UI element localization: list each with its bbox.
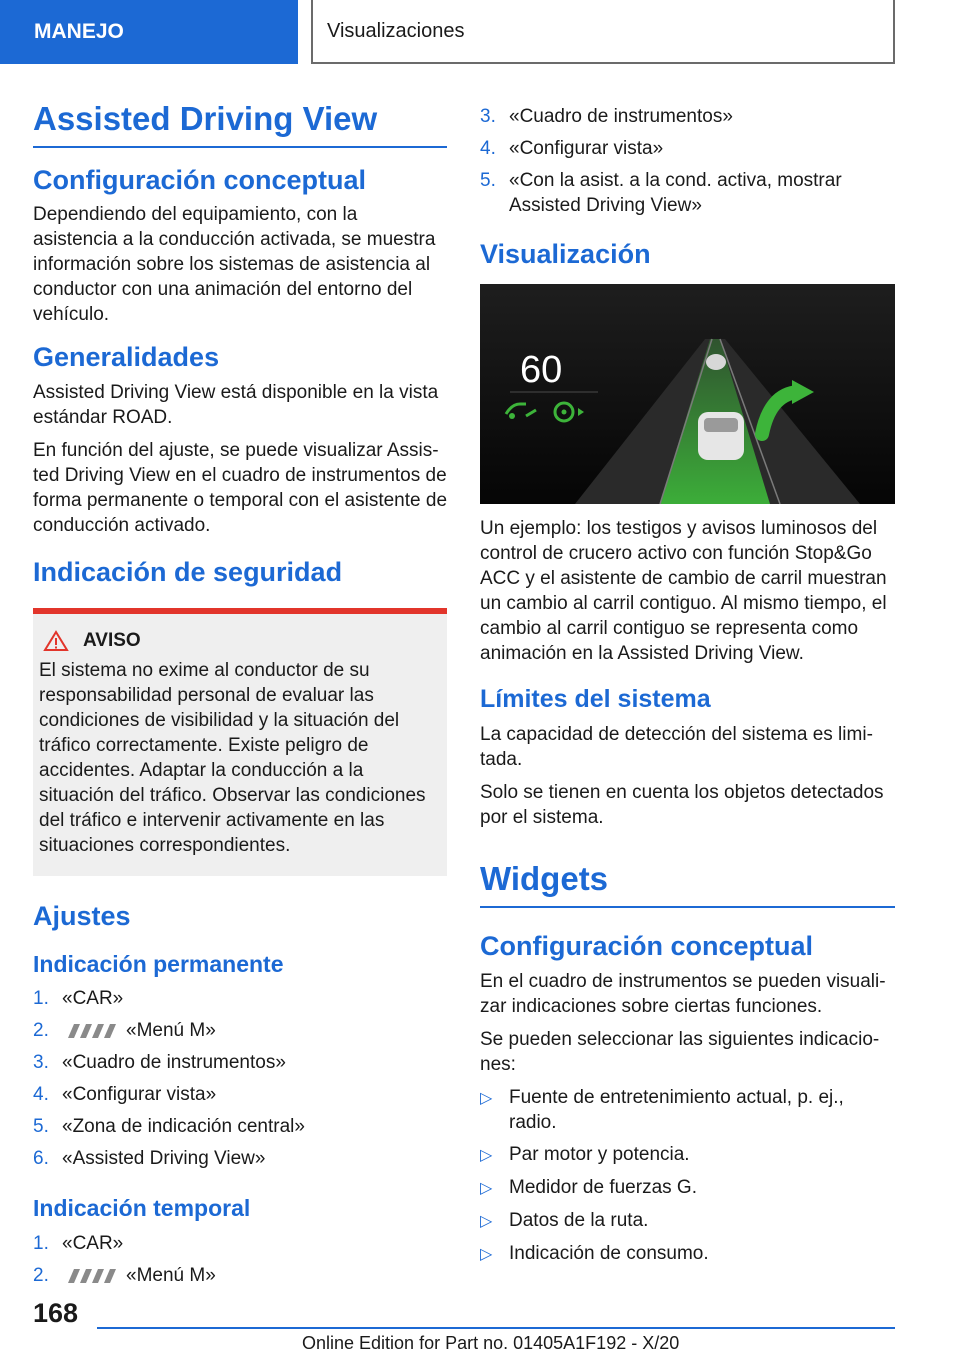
general-text-2: En función del ajuste, se puede visualizar Assisted Driving View en el cuadro de instrumentos de forma permanente o temporal con el asistente de conducción activado. — [33, 439, 448, 536]
step-number: 4. — [480, 138, 496, 159]
list-item — [33, 1114, 447, 1139]
list-text: Fuente de entretenimiento actual, p. ej., radio. — [509, 1086, 844, 1133]
m-menu-icon — [62, 1023, 118, 1039]
step-number: 2. — [33, 1020, 49, 1042]
permanent-steps — [33, 986, 447, 1171]
list-text: Datos de la ruta. — [509, 1209, 649, 1231]
footer-edition: Online Edition for Part no. 01405A1F192 - X/20 — [302, 1333, 680, 1353]
temporary-steps — [33, 1231, 447, 1288]
step-number: 3. — [33, 1052, 49, 1074]
list-item — [480, 168, 895, 218]
list-item — [33, 986, 447, 1011]
step-number: 6. — [33, 1148, 49, 1170]
permanent-heading: Indicación permanente — [33, 950, 284, 977]
temporary-heading: Indicación temporal — [33, 1195, 251, 1222]
list-item — [33, 1018, 447, 1043]
step-text: «Assisted Driving View» — [62, 1148, 266, 1170]
list-item — [33, 1050, 447, 1075]
step-text: «Menú M» — [126, 1020, 216, 1042]
road-illustration — [480, 284, 895, 504]
general-heading: Generalidades — [33, 342, 220, 373]
limits-heading: Límites del sistema — [480, 685, 711, 714]
bullet: ▷ — [480, 1212, 493, 1230]
list-item — [480, 136, 895, 161]
widgets-title: Widgets — [480, 860, 895, 908]
step-text: «Con la asist. a la cond. activa, mostrar Assisted Driving View» — [509, 170, 842, 216]
assisted-driving-figure — [480, 284, 895, 504]
list-item — [33, 1146, 447, 1171]
concept-text: Dependiendo del equipamiento, con la asistencia a la conducción activada, se muestra información sobre los sistemas de asistencia al conductor con una animación del entorno del vehículo. — [33, 204, 436, 326]
widgets-text-1: En el cuadro de instrumentos se pueden visualizar indicaciones sobre ciertas funciones. — [480, 970, 886, 1017]
limits-text-1: La capacidad de detección del sistema es limitada. — [480, 724, 873, 771]
widgets-concept-heading: Configuración conceptual — [480, 931, 814, 962]
safety-heading: Indicación de seguridad — [33, 556, 343, 587]
list-item — [33, 1231, 447, 1256]
list-text: Indicación de consumo. — [509, 1242, 709, 1264]
step-text: «CAR» — [62, 1232, 124, 1254]
m-menu-icon — [62, 1268, 118, 1284]
list-item — [480, 1142, 895, 1168]
bullet: ▷ — [480, 1245, 493, 1263]
list-item — [480, 104, 895, 129]
warning-text: El sistema no exime al conductor de su responsabilidad personal de evaluar las condiciones de visibilidad y la situación del tráfico correctamente. Existe peligro de accidentes. Adaptar la conducción a la situación del tráfico. Observar las condiciones del tráfico e intervenir activamente en las situaciones correspondientes. — [39, 660, 426, 857]
list-text: Medidor de fuerzas G. — [509, 1176, 697, 1198]
step-text: «Configurar vista» — [62, 1084, 217, 1106]
step-text: «Cuadro de instrumentos» — [509, 106, 733, 127]
step-number: 3. — [480, 106, 496, 127]
list-item — [480, 1175, 895, 1201]
footer-divider — [97, 1327, 895, 1329]
list-item — [480, 1085, 895, 1135]
list-item — [480, 1208, 895, 1234]
header-chapter: Visualizaciones — [311, 0, 895, 64]
warning-title — [39, 630, 439, 652]
list-item — [480, 1241, 895, 1267]
warning-triangle-icon — [43, 630, 69, 652]
page-number: 168 — [33, 1298, 79, 1328]
list-item — [33, 1263, 447, 1288]
step-number: 5. — [480, 170, 496, 191]
step-number: 5. — [33, 1116, 49, 1138]
step-number: 2. — [33, 1264, 49, 1286]
list-item — [33, 1082, 447, 1107]
warning-label: AVISO — [83, 630, 141, 652]
figure-caption: Un ejemplo: los testigos y avisos luminosos del control de crucero activo con función Stop&Go ACC y el asistente de cambio de carril muestran un cambio al carril contiguo. Al mismo tiempo, el cambio al carril contiguo se representa como animación en la Assisted Driving View. — [480, 518, 887, 665]
widgets-list — [480, 1085, 895, 1267]
settings-heading: Ajustes — [33, 901, 131, 932]
bullet: ▷ — [480, 1089, 493, 1107]
limits-text-2: Solo se tienen en cuenta los objetos detectados por el sistema. — [480, 782, 884, 829]
left-column — [33, 100, 447, 1295]
list-text: Par motor y potencia. — [509, 1143, 690, 1165]
step-text: «CAR» — [62, 988, 124, 1010]
bullet: ▷ — [480, 1179, 493, 1197]
step-text: «Configurar vista» — [509, 138, 664, 159]
step-number: 1. — [33, 988, 49, 1010]
step-number: 1. — [33, 1232, 49, 1254]
header-section: MANEJO — [0, 0, 298, 64]
widgets-text-2: Se pueden seleccionar las siguientes indicaciones: — [480, 1028, 880, 1075]
step-text: «Cuadro de instrumentos» — [62, 1052, 286, 1074]
display-heading: Visualización — [480, 239, 651, 269]
warning-box — [33, 608, 447, 876]
step-text: «Menú M» — [126, 1264, 216, 1286]
step-text: «Zona de indicación central» — [62, 1116, 305, 1138]
step-number: 4. — [33, 1084, 49, 1106]
page-title: Assisted Driving View — [33, 100, 447, 148]
right-column — [480, 104, 895, 1274]
bullet: ▷ — [480, 1146, 493, 1164]
concept-heading: Configuración conceptual — [33, 164, 367, 195]
general-text-1: Assisted Driving View está disponible en la vista estándar ROAD. — [33, 381, 439, 428]
temporary-steps-continued — [480, 104, 895, 218]
speed-readout: 60 — [520, 349, 563, 392]
